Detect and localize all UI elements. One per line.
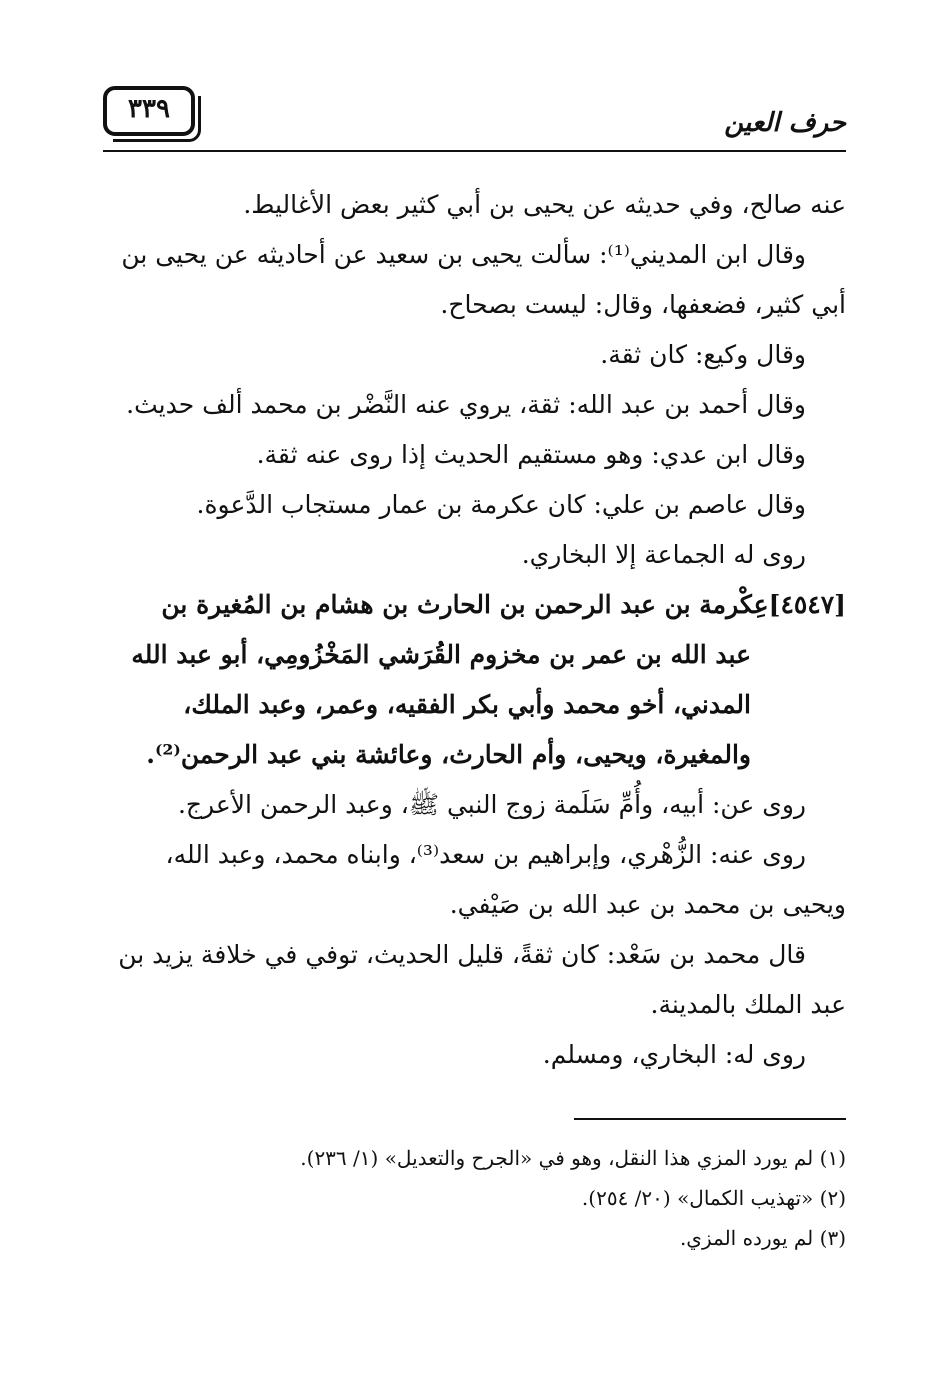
text-line: وقال ابن عدي: وهو مستقيم الحديث إذا روى عنه ثقة. <box>256 440 806 469</box>
entry-heading-line: عبد الله بن عمر بن مخزوم القُرَشي المَخْزُومِي، أبو عبد الله <box>131 640 751 669</box>
page-number-box <box>103 86 195 136</box>
footnote-rule <box>574 1118 846 1120</box>
text-line: وقال وكيع: كان ثقة. <box>600 340 806 369</box>
main-text <box>100 180 846 1080</box>
entry-number: [٤٥٤٧] <box>768 590 846 619</box>
footnote: (١) لم يورد المزي هذا النقل، وهو في «الجرح والتعديل» (١/ ٢٣٦). <box>300 1146 846 1170</box>
header-rule <box>103 150 846 152</box>
text-line: وقال ابن المديني⁽¹⁾: سألت يحيى بن سعيد عن أحاديثه عن يحيى بن <box>121 240 806 269</box>
text-line: روى له الجماعة إلا البخاري. <box>521 540 806 569</box>
text-line: ويحيى بن محمد بن عبد الله بن صَيْفي. <box>449 890 846 919</box>
entry-heading-line <box>100 580 846 630</box>
text-line: روى عن: أبيه، وأُمِّ سَلَمة زوج النبي ﷺ، وعبد الرحمن الأعرج. <box>177 790 806 819</box>
text-line: عبد الملك بالمدينة. <box>650 990 846 1019</box>
text-line: أبي كثير، فضعفها، وقال: ليست بصحاح. <box>440 290 846 319</box>
entry-heading-line: المدني، أخو محمد وأبي بكر الفقيه، وعمر، وعبد الملك، <box>183 690 751 719</box>
footnote: (٣) لم يورده المزي. <box>679 1226 846 1250</box>
page-number: ٣٣٩ <box>128 94 170 124</box>
running-head: حرف العين <box>724 108 846 138</box>
entry-name: عِكْرمة بن عبد الرحمن بن الحارث بن هشام بن المُغيرة بن <box>161 590 769 619</box>
text-line: روى عنه: الزُّهْري، وإبراهيم بن سعد⁽³⁾، وابناه محمد، وعبد الله، <box>165 840 806 869</box>
text-line: روى له: البخاري، ومسلم. <box>542 1040 806 1069</box>
text-line: عنه صالح، وفي حديثه عن يحيى بن أبي كثير بعض الأغاليط. <box>243 190 846 219</box>
footnotes <box>100 1138 846 1258</box>
text-line: قال محمد بن سَعْد: كان ثقةً، قليل الحديث، توفي في خلافة يزيد بن <box>118 940 806 969</box>
entry-heading-line: والمغيرة، ويحيى، وأم الحارث، وعائشة بني عبد الرحمن⁽²⁾. <box>146 740 751 769</box>
footnote: (٢) «تهذيب الكمال» (٢٠/ ٢٥٤). <box>581 1186 846 1210</box>
text-line: وقال عاصم بن علي: كان عكرمة بن عمار مستجاب الدَّعوة. <box>196 490 806 519</box>
text-line: وقال أحمد بن عبد الله: ثقة، يروي عنه النَّضْر بن محمد ألف حديث. <box>126 390 806 419</box>
